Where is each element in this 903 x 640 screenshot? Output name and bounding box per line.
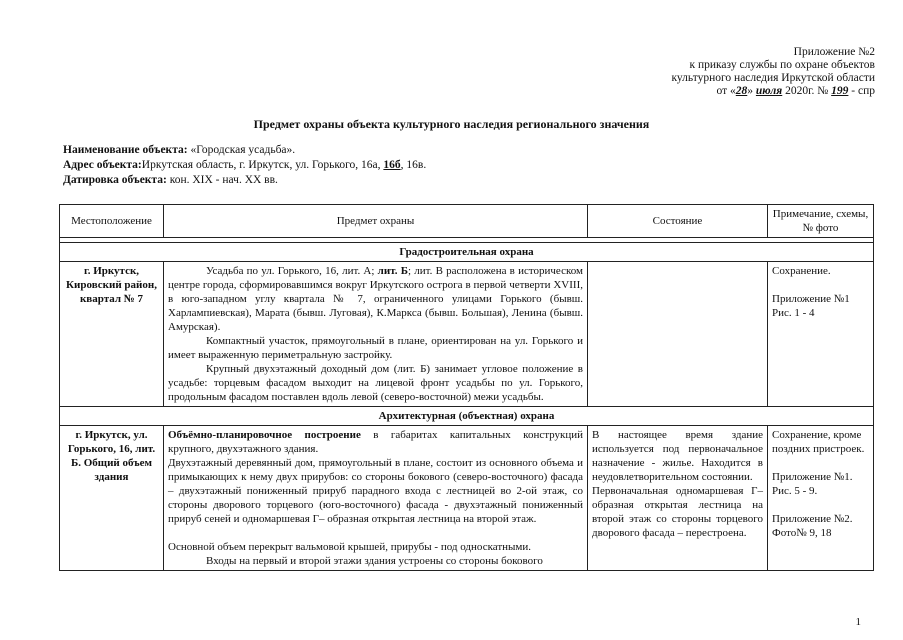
row2-paragraph-3: Основной объем перекрыт вальмовой крышей, прирубы - под односкатными.	[168, 541, 532, 553]
address-label: Адрес объекта:	[63, 159, 142, 171]
row1-note-1: Сохранение.	[772, 265, 831, 277]
appendix-block	[595, 46, 875, 98]
section-row	[60, 407, 874, 426]
header-state: Состояние	[588, 205, 768, 238]
header-notes: Примечание, схемы, № фото	[768, 205, 874, 238]
row1-note-2: Приложение №1 Рис. 1 - 4	[772, 293, 850, 319]
row2-paragraph-4: Входы на первый и второй этажи здания устроены со стороны бокового	[206, 555, 543, 567]
table-header-row	[60, 205, 874, 238]
row1-subject	[164, 262, 588, 407]
address-highlight: 16б	[383, 159, 401, 171]
object-meta	[63, 143, 426, 188]
section-architectural: Архитектурная (объектная) охрана	[60, 407, 874, 426]
table-row	[60, 426, 874, 571]
name-value: «Городская усадьба».	[190, 144, 296, 156]
page-number: 1	[855, 616, 861, 628]
row1-paragraph-1	[168, 264, 583, 334]
row2-location: г. Иркутск, ул. Горького, 16, лит. Б. Общий объем здания	[60, 426, 164, 571]
row2-state-1: В настоящее время здание используется под первоначальное назначение - жилье. Находится в неудовлетворительном состоянии.	[592, 429, 763, 483]
date-label: Датировка объекта:	[63, 174, 167, 186]
row2-subject	[164, 426, 588, 571]
header-subject: Предмет охраны	[164, 205, 588, 238]
row1-paragraph-3: Крупный двухэтажный доходный дом (лит. Б) занимает угловое положение в усадьбе: торцевым фасадом выходит на лицевой фронт усадьбы по ул. Горького, продольным фасадом поставлен вдоль левой (северо-восточной) межи усадьбы.	[168, 363, 583, 403]
order-year: 2020г. №	[785, 85, 829, 97]
appendix-line-3: культурного наследия Иркутской области	[671, 72, 875, 84]
date-value: кон. XIX - нач. XX вв.	[169, 174, 278, 186]
row1-p1a: Усадьба по ул. Горького, 16, лит. А;	[206, 265, 375, 277]
row2-paragraph-2: Двухэтажный деревянный дом, прямоугольный в плане, состоит из основного объема и примыкающих к нему двух прирубов: со стороны бокового (северо-восточного) фасада – двухэтажный пониженный прируб парадного входа с лестницей во 2-ой этаж, со стороны дворового торцевого (юго-восточного) фасада - двухэтажный пониженный прируб сеней и одномаршевая Г– образная открытая лестница на второй этаж.	[168, 457, 583, 525]
row2-note-1: Сохранение, кроме поздних пристроек.	[772, 429, 865, 455]
row1-location: г. Иркутск, Кировский район, квартал № 7	[60, 262, 164, 407]
order-suffix: - спр	[851, 85, 875, 97]
row2-note-2: Приложение №1. Рис. 5 - 9.	[772, 471, 853, 497]
appendix-line-1: Приложение №2	[793, 46, 875, 58]
object-date-line	[63, 173, 426, 188]
order-month: июля	[755, 85, 783, 97]
row1-paragraph-2: Компактный участок, прямоугольный в плане, ориентирован на ул. Горького и имеет выраженную периметральную застройку.	[168, 335, 583, 361]
appendix-line-2: к приказу службы по охране объектов	[689, 59, 875, 71]
row1-state	[588, 262, 768, 407]
order-number: 199	[831, 85, 849, 97]
protection-table	[59, 204, 874, 571]
row2-notes	[768, 426, 874, 571]
row2-state	[588, 426, 768, 571]
order-prefix: от «	[716, 85, 736, 97]
row2-state-2: Первоначальная одномаршевая Г– образная открытая лестница на второй этаж со стороны торцевого дворового фасада – перестроена.	[592, 485, 763, 539]
row1-p1c: ; лит. В расположена в историческом центре города, сформировавшимся вокруг Иркутского острога в первой четверти XVIII, в юго-западном углу квартала № 7, ограниченного улицами Горького (бывш. Харлампиевская), Марата (бывш. Луговая), К.Маркса (бывш. Большая), Ленина (бывш. Амурская).	[168, 265, 584, 333]
object-name-line	[63, 143, 426, 158]
object-address-line	[63, 158, 426, 173]
row2-note-3: Приложение №2. Фото№ 9, 18	[772, 513, 853, 539]
section-row	[60, 243, 874, 262]
row2-paragraph-1	[168, 428, 583, 456]
row1-notes	[768, 262, 874, 407]
order-line	[595, 85, 875, 98]
document-title: Предмет охраны объекта культурного наследия регионального значения	[253, 117, 650, 131]
row1-p1b: лит. Б	[377, 265, 408, 277]
row2-p1-bold: Объёмно-планировочное построение	[168, 429, 361, 441]
table-row	[60, 262, 874, 407]
order-day: 28	[735, 85, 748, 97]
header-location: Местоположение	[60, 205, 164, 238]
address-value: Иркутская область, г. Иркутск, ул. Горького, 16а,	[141, 159, 381, 171]
name-label: Наименование объекта:	[63, 144, 188, 156]
row2-p1-rest: в габаритах капитальных конструкций крупного, двухэтажного здания.	[168, 429, 584, 455]
order-mid: »	[747, 85, 754, 97]
address-value-end: , 16в.	[400, 159, 427, 171]
section-urban: Градостроительная охрана	[60, 243, 874, 262]
